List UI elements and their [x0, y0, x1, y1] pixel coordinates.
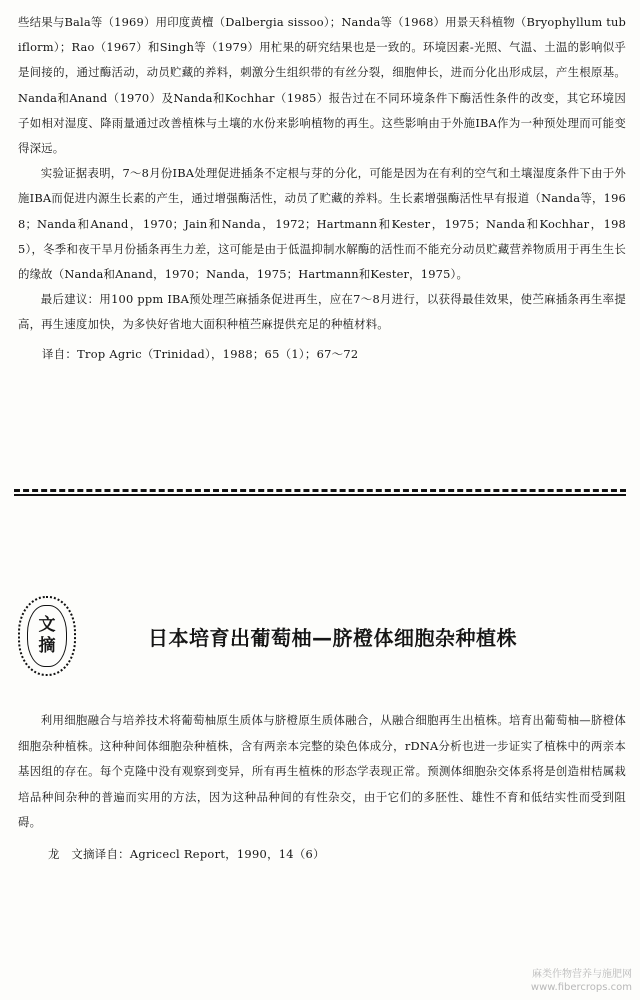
- abstract-badge-char-1: 文: [38, 615, 56, 635]
- article2-paragraph: 利用细胞融合与培养技术将葡萄柚原生质体与脐橙原生质体融合，从融合细胞再生出植株。培育出葡萄柚—脐橙体细胞杂种植株。这种种间体细胞杂种植株，含有两亲本完整的染色体成分，rDNA分析也进一步证实了植株中的两亲本基因组的存在。每个克隆中没有观察到变异，所有再生植株的形态学表现正常。预测体细胞杂交体系将是创造柑桔属栽培品种间杂种的普遍而实用的方法，因为这种品种间的有性杂交，由于它们的多胚性、雄性不育和低结实性而受到阻碍。: [18, 713, 626, 829]
- abstract-badge-char-2: 摘: [38, 636, 56, 656]
- article2-body: [18, 708, 626, 867]
- article2-citation: 龙 文摘译自：Agricecl Report，1990，14（6）: [48, 846, 325, 861]
- abstract-badge-inner: [27, 605, 67, 667]
- article2-title: 日本培育出葡萄柚—脐橙体细胞杂种植株: [148, 626, 517, 650]
- watermark-line-1: 麻类作物营养与施肥网: [532, 969, 632, 980]
- watermark-line-2: www.fibercrops.com: [530, 982, 632, 993]
- section-divider-solid: [14, 494, 626, 496]
- site-watermark: [531, 968, 632, 994]
- section-divider-dashed: [14, 489, 626, 492]
- article1-paragraph-2: 实验证据表明，7～8月份IBA处理促进插条不定根与芽的分化，可能是因为在有利的空气和土壤湿度条件下由于外施IBA而促进内源生长素的产生，通过增强酶活性，动员了贮藏的养料。生长素增强酶活性早有报道（Nanda等，1968；Nanda和Anand，1970；Jain和Nanda，1972；Hartmann和Kester，1975；Nanda和Kochhar，1985），冬季和夜干旱月份插条再生力差，这可能是由于低温抑制水解酶的活性而不能充分动员贮藏营养物质用于再生生长的缘故（Nanda和Anand，1970；Nanda，1975；Hartmann和Kester，1975）。: [18, 166, 626, 282]
- article1-paragraph-3: 最后建议：用100 ppm IBA预处理苎麻插条促进再生，应在7～8月进行，以获得最佳效果，使苎麻插条再生率提高，再生速度加快，为多快好省地大面积种植苎麻提供充足的种植材料。: [18, 292, 626, 332]
- article-continuation: [18, 10, 626, 367]
- abstract-badge: [18, 596, 76, 676]
- article1-paragraph-1: 些结果与Bala等（1969）用印度黄檀（Dalbergia sissoo）；Nanda等（1968）用景天科植物（Bryophyllum tubiflorm）；Rao（1967）和Singh等（1979）用杧果的研究结果也是一致的。环境因素-光照、气温、土温的影响似乎是间接的，通过酶活动，动员贮藏的养料，刺激分生组织带的有丝分裂，细胞伸长，进而分化出形成层，产生根原基。Nanda和Anand（1970）及Nanda和Kochhar（1985）报告过在不同环境条件下酶活性条件的改变，其它环境因子如相对湿度、降雨量通过改善植株与土壤的水份来影响植物的再生。这些影响由于外施IBA作为一种预处理而可能变得深远。: [18, 15, 626, 156]
- article1-citation: 译自：Trop Agric（Trinidad），1988；65（1）；67～72: [42, 346, 359, 361]
